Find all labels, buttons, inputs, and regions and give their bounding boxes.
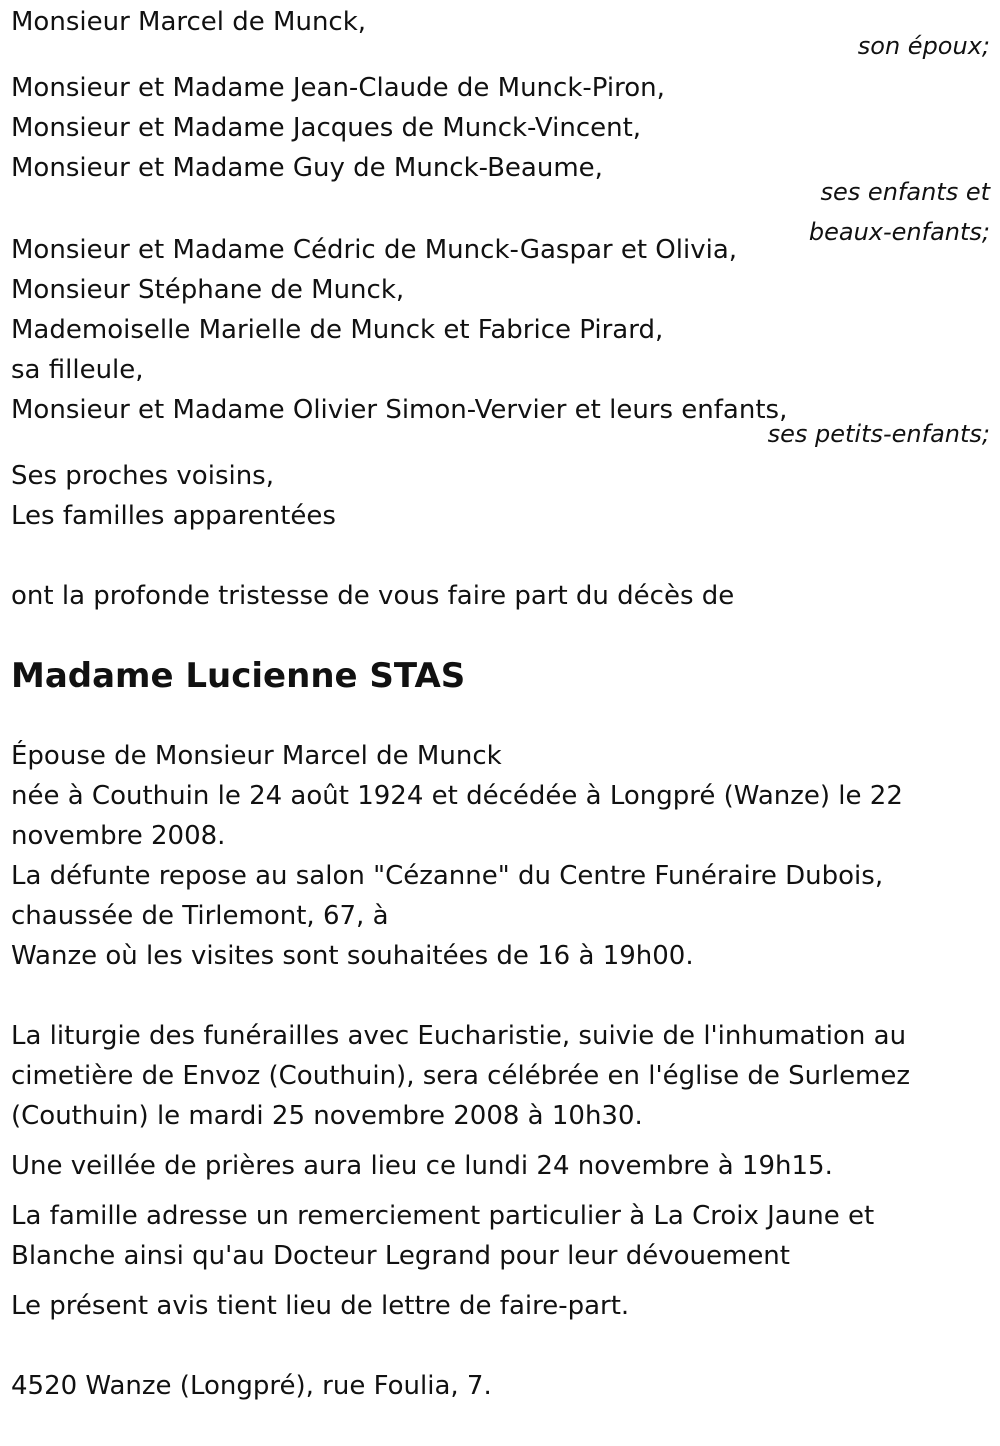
notice-paragraph: Le présent avis tient lieu de lettre de faire-part. (11, 1291, 630, 1321)
resting-place-line: La défunte repose au salon "Cézanne" du Centre Funéraire Dubois, chaussée de Tirlemont, 67, à (11, 861, 884, 931)
vigil-paragraph: Une veillée de prières aura lieu ce lundi 24 novembre à 19h15. (11, 1151, 833, 1181)
details-block (11, 736, 990, 976)
child-line: Monsieur et Madame Jacques de Munck-Vincent, (11, 113, 642, 143)
grandchild-line: sa filleule, (11, 355, 144, 385)
visiting-hours-line: Wanze où les visites sont souhaitées de 16 à 19h00. (11, 941, 694, 971)
grandchild-line: Monsieur Stéphane de Munck, (11, 275, 405, 305)
spouse-name: Monsieur Marcel de Munck, (11, 7, 367, 37)
relatives-line: Les familles apparentées (11, 501, 336, 531)
spouse-role: son époux; (857, 32, 990, 60)
neighbors-line: Ses proches voisins, (11, 461, 274, 491)
children-role-cont: beaux-enfants; (808, 218, 990, 246)
grandchild-line: Monsieur et Madame Cédric de Munck-Gaspar et Olivia, (11, 235, 738, 265)
children-role: ses enfants et (820, 178, 990, 206)
birth-death-line: née à Couthuin le 24 août 1924 et décédée à Longpré (Wanze) le 22 novembre 2008. (11, 781, 903, 851)
child-line: Monsieur et Madame Guy de Munck-Beaume, (11, 153, 603, 183)
spouse-of-line: Épouse de Monsieur Marcel de Munck (11, 741, 502, 771)
children-block (11, 68, 990, 252)
address-line: 4520 Wanze (Longpré), rue Foulia, 7. (11, 1371, 492, 1401)
thanks-paragraph: La famille adresse un remerciement particulier à La Croix Jaune et Blanche ainsi qu'au Docteur Legrand pour leur dévouement (11, 1201, 875, 1271)
grandchildren-block (11, 230, 990, 454)
liturgy-paragraph: La liturgie des funérailles avec Eucharistie, suivie de l'inhumation au cimetière de Envoz (Couthuin), sera célébrée en l'église de Surlemez (Couthuin) le mardi 25 novembre 2008 à 10h30. (11, 1021, 911, 1131)
grandchild-line: Mademoiselle Marielle de Munck et Fabrice Pirard, (11, 315, 664, 345)
funeral-block (11, 1016, 990, 1326)
grandchildren-role: ses petits-enfants; (767, 420, 990, 448)
spouse-block (11, 2, 990, 66)
announcement-text: ont la profonde tristesse de vous faire part du décès de (11, 581, 735, 611)
child-line: Monsieur et Madame Jean-Claude de Munck-Piron, (11, 73, 665, 103)
grandchild-line: Monsieur et Madame Olivier Simon-Vervier et leurs enfants, (11, 395, 788, 425)
others-block (11, 456, 990, 536)
deceased-name: Madame Lucienne STAS (11, 656, 466, 696)
